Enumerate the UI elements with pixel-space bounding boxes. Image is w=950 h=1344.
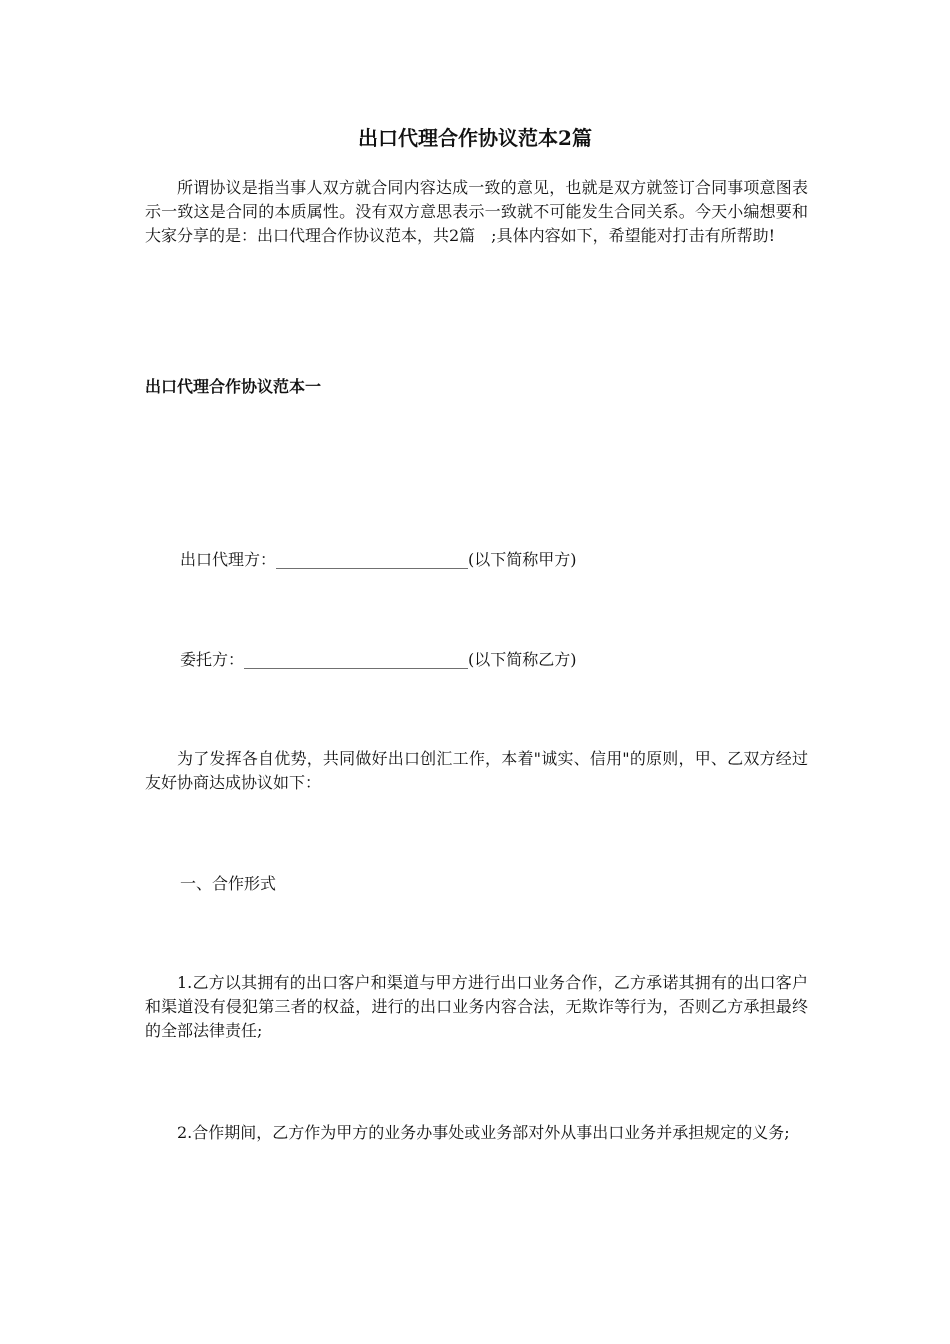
document-title: 出口代理合作协议范本2篇 [358, 126, 592, 150]
clause-2-paragraph: 2.合作期间，乙方作为甲方的业务办事处或业务部对外从事出口业务并承担规定的义务; [177, 1123, 790, 1142]
clause-1-paragraph: 1.乙方以其拥有的出口客户和渠道与甲方进行出口业务合作，乙方承诺其拥有的出口客户和渠道没有侵犯第三者的权益，进行的出口业务内容合法，无欺诈等行为，否则乙方承担最终的全部法律责任; [145, 973, 808, 1040]
clause-heading: 一、合作形式 [180, 874, 277, 893]
section-heading: 出口代理合作协议范本一 [145, 377, 322, 396]
agent-party-line: 出口代理方：________________________(以下简称甲方) [180, 550, 577, 569]
client-party-line: 委托方：____________________________(以下简称乙方) [180, 650, 577, 669]
intro-paragraph: 所谓协议是指当事人双方就合同内容达成一致的意见，也就是双方就签订合同事项意图表示一致这是合同的本质属性。没有双方意思表示一致就不可能发生合同关系。今天小编想要和大家分享的是：出口代理合作协议范本，共2篇 ;具体内容如下，希望能对打击有所帮助! [145, 178, 808, 245]
preamble-paragraph: 为了发挥各自优势，共同做好出口创汇工作，本着"诚实、信用"的原则，甲、乙双方经过友好协商达成协议如下： [145, 749, 808, 792]
